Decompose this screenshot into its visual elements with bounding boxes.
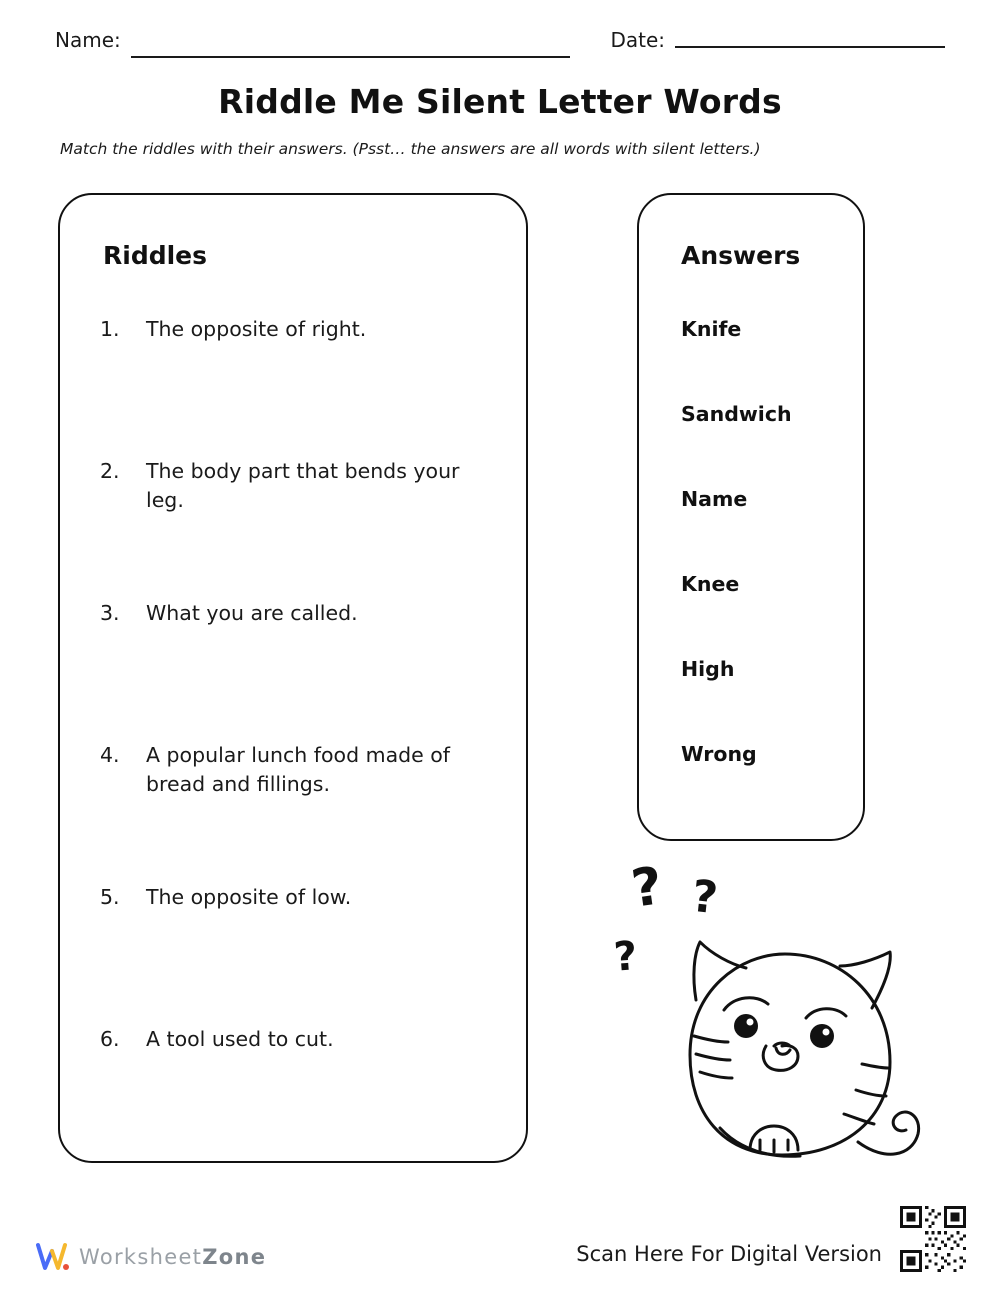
logo-word-worksheet: Worksheet <box>79 1245 203 1269</box>
name-date-row <box>55 28 945 62</box>
riddle-text: A popular lunch food made of bread and fillings. <box>146 743 451 797</box>
riddle-item[interactable] <box>100 599 502 741</box>
riddle-number: 3. <box>100 601 120 625</box>
answer-item[interactable]: Knee <box>681 572 740 596</box>
question-mark-icon: ? <box>627 856 667 920</box>
riddle-number: 6. <box>100 1027 120 1051</box>
answers-list <box>681 317 847 827</box>
worksheet-zone-logo[interactable] <box>36 1242 266 1272</box>
riddle-text: A tool used to cut. <box>146 1027 334 1051</box>
cat-icon <box>600 850 960 1180</box>
riddle-number: 2. <box>100 459 120 483</box>
riddle-item[interactable] <box>100 457 502 599</box>
question-mark-icon: ? <box>612 933 639 981</box>
riddles-panel <box>58 193 528 1163</box>
riddle-text: The opposite of low. <box>146 885 352 909</box>
scan-label: Scan Here For Digital Version <box>576 1242 882 1266</box>
riddle-number: 4. <box>100 743 120 767</box>
answers-panel <box>637 193 865 841</box>
riddle-item[interactable] <box>100 1025 502 1167</box>
cat-illustration <box>600 850 960 1180</box>
date-label: Date: <box>610 28 665 52</box>
date-group <box>610 28 945 52</box>
answer-item[interactable]: High <box>681 657 735 681</box>
date-write-line[interactable] <box>675 46 945 48</box>
logo-text <box>79 1245 266 1269</box>
page-title: Riddle Me Silent Letter Words <box>218 82 782 121</box>
riddles-heading: Riddles <box>103 241 208 270</box>
riddle-item[interactable] <box>100 741 502 883</box>
footer <box>0 1184 1000 1294</box>
riddle-item[interactable] <box>100 315 502 457</box>
riddle-text: What you are called. <box>146 601 358 625</box>
riddles-list <box>100 315 502 1167</box>
answer-item[interactable]: Wrong <box>681 742 757 766</box>
logo-icon <box>36 1242 70 1272</box>
qr-code[interactable] <box>900 1206 966 1272</box>
riddle-text: The opposite of right. <box>146 317 367 341</box>
riddle-text: The body part that bends your leg. <box>146 459 460 513</box>
riddle-number: 5. <box>100 885 120 909</box>
answer-item[interactable]: Sandwich <box>681 402 792 426</box>
answers-heading: Answers <box>681 241 801 270</box>
riddle-item[interactable] <box>100 883 502 1025</box>
answer-item[interactable]: Name <box>681 487 748 511</box>
page-instructions: Match the riddles with their answers. (Psst… the answers are all words with silent letters.) <box>60 140 761 158</box>
answer-item[interactable]: Knife <box>681 317 742 341</box>
logo-word-zone: Zone <box>202 1245 267 1269</box>
riddle-number: 1. <box>100 317 120 341</box>
name-label: Name: <box>55 28 121 52</box>
name-write-line[interactable] <box>131 56 571 58</box>
question-mark-icon: ? <box>689 870 721 925</box>
